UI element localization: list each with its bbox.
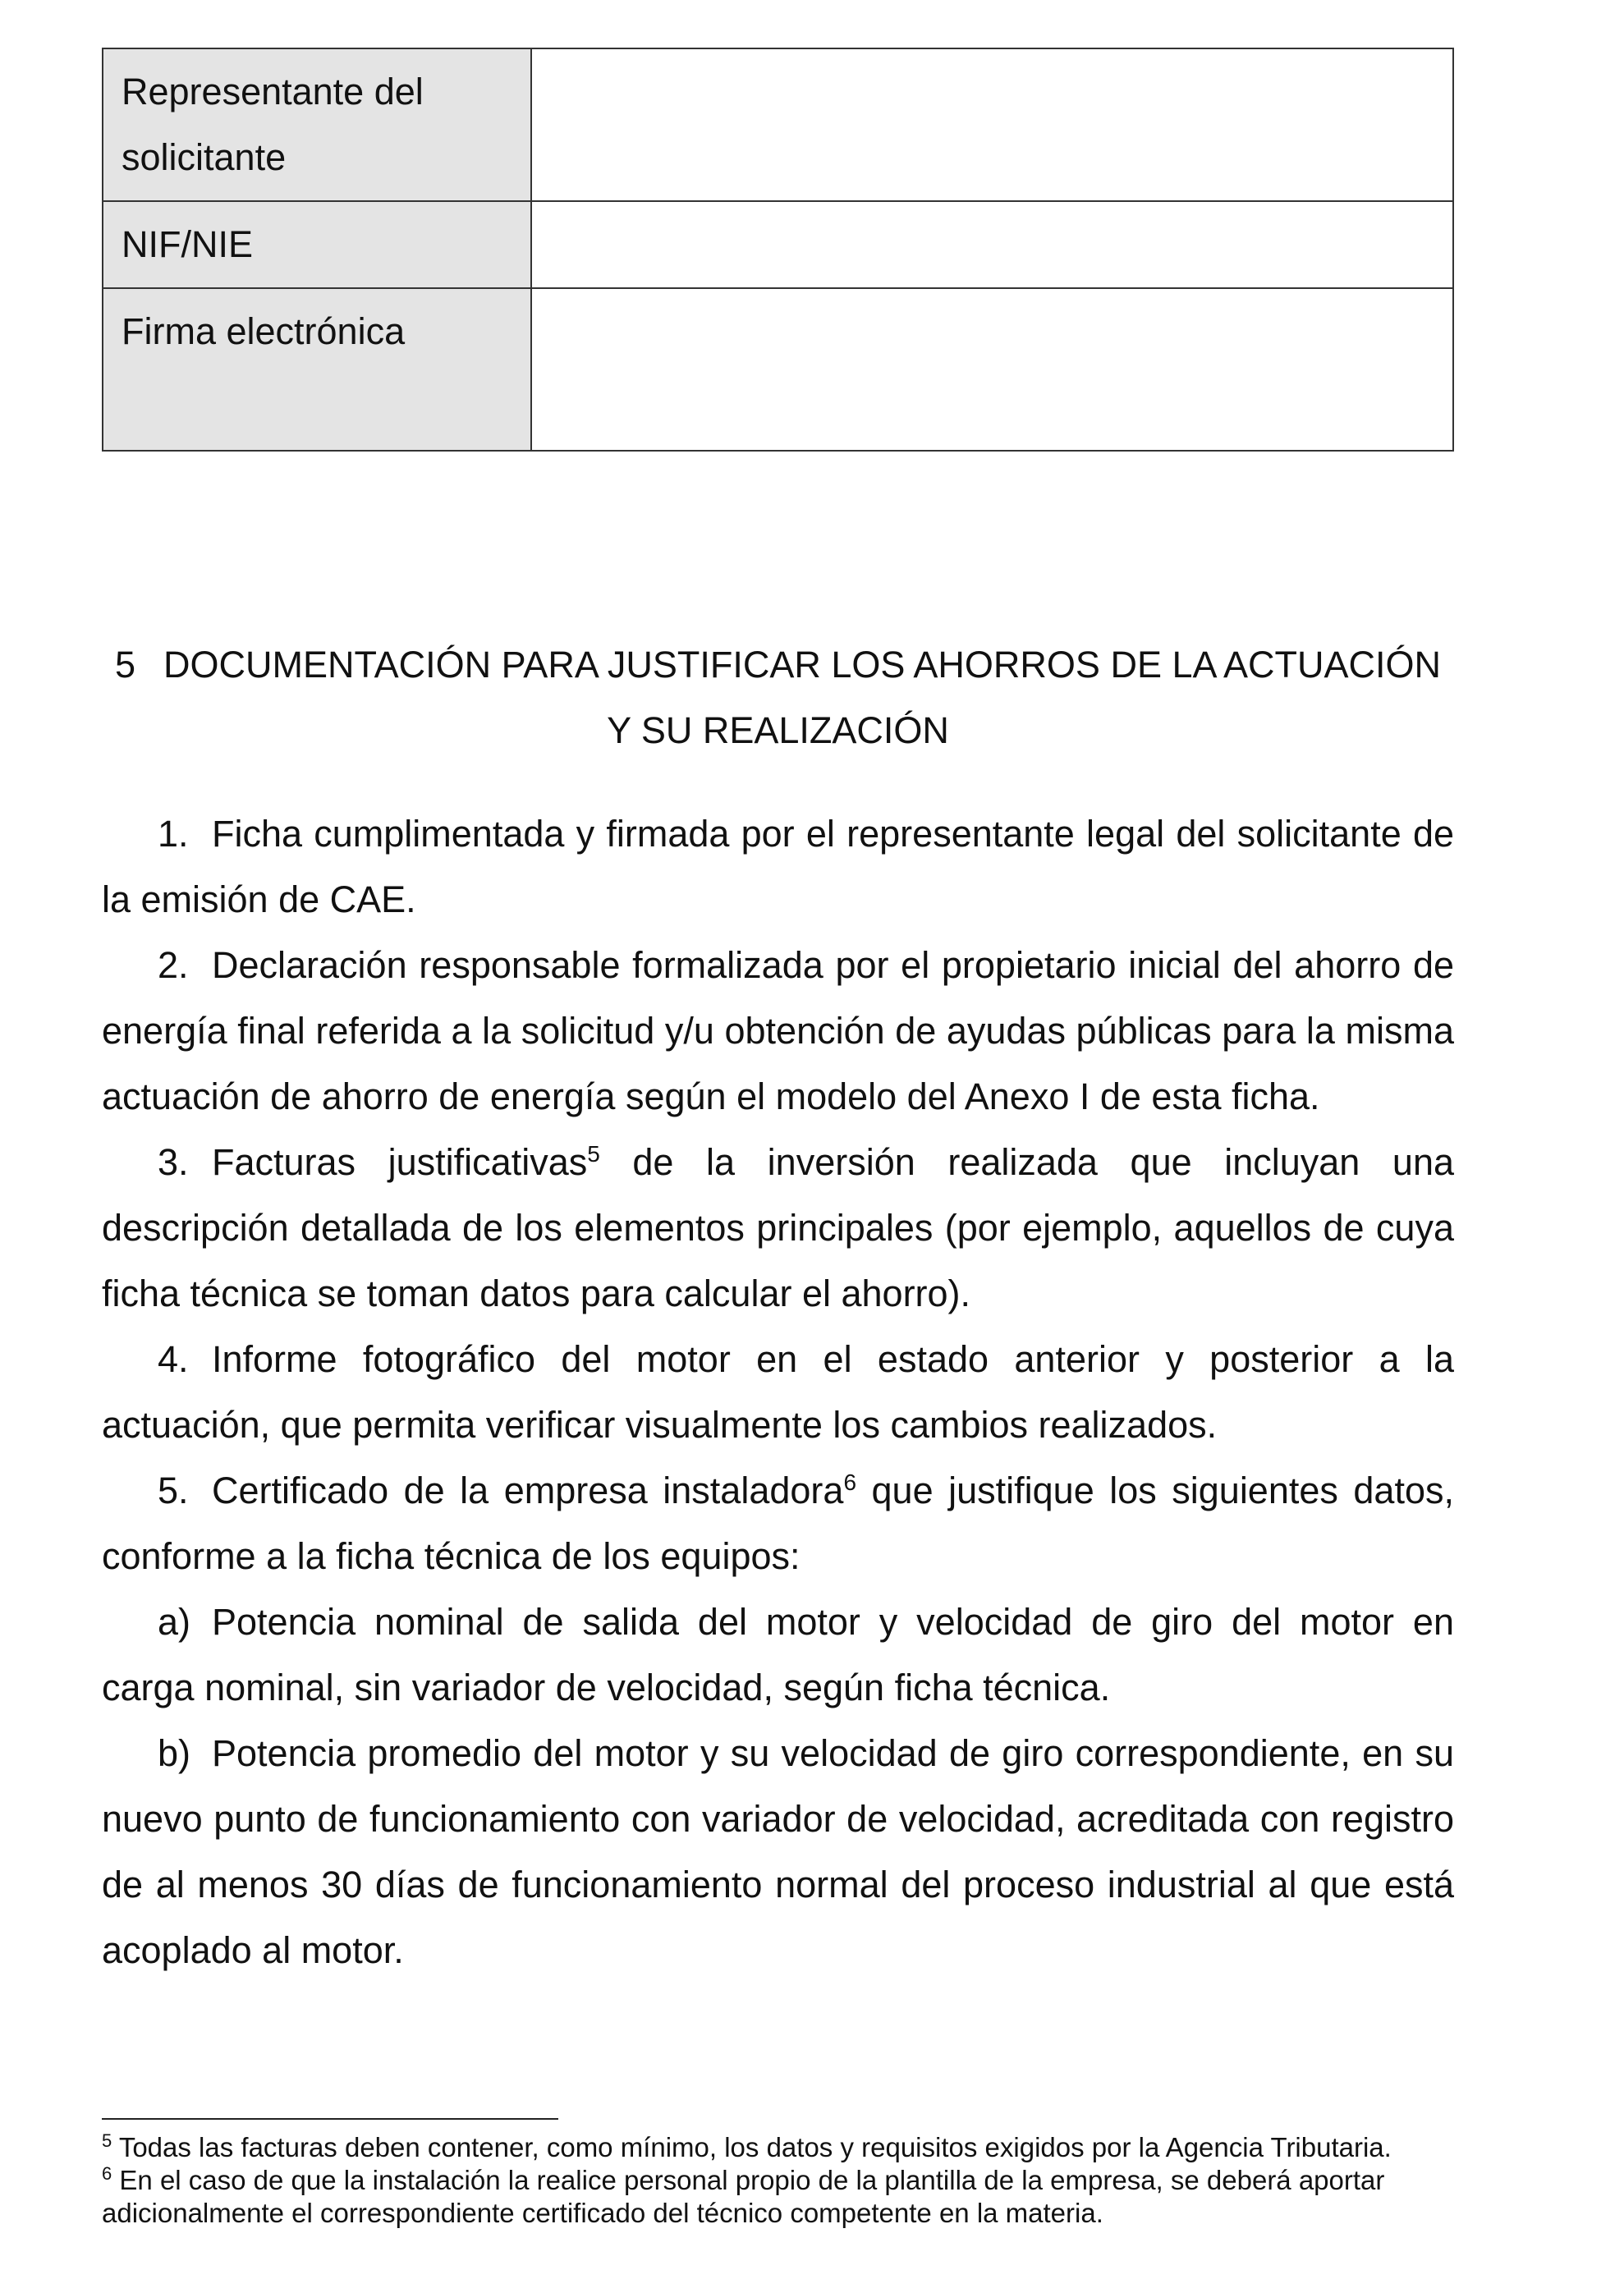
section-title: DOCUMENTACIÓN PARA JUSTIFICAR LOS AHORROS DE LA ACTUACIÓN Y SU REALIZACIÓN bbox=[163, 644, 1442, 751]
footnote bbox=[102, 2164, 1454, 2230]
electronic-signature-value-cell bbox=[531, 288, 1453, 451]
list-item-marker: 4. bbox=[158, 1338, 189, 1380]
footnote-ref: 6 bbox=[843, 1470, 857, 1495]
list-item bbox=[102, 1130, 1454, 1327]
list-item-marker: 3. bbox=[158, 1141, 189, 1183]
list-item-marker: a) bbox=[158, 1601, 191, 1643]
table-row bbox=[103, 201, 1453, 288]
footnote-text: Todas las facturas deben contener, como mínimo, los datos y requisitos exigidos por la Agencia Tributaria. bbox=[118, 2132, 1392, 2162]
footnotes bbox=[102, 2131, 1454, 2230]
footnote-text: En el caso de que la instalación la realice personal propio de la plantilla de la empresa, se deberá aportar adicionalmente el correspondiente certificado del técnico competente en la materia. bbox=[102, 2165, 1385, 2228]
nif-nie-value-cell bbox=[531, 201, 1453, 288]
requirements-list bbox=[102, 801, 1454, 1983]
list-item-marker: b) bbox=[158, 1732, 191, 1774]
list-item bbox=[102, 1327, 1454, 1458]
list-item-text: Certificado de la empresa instaladora bbox=[212, 1470, 844, 1511]
list-item-marker: 1. bbox=[158, 813, 189, 855]
footnote bbox=[102, 2131, 1454, 2164]
list-item-text: Ficha cumplimentada y firmada por el representante legal del solicitante de la emisión de CAE. bbox=[102, 813, 1454, 920]
footnote-separator bbox=[102, 2118, 558, 2120]
list-item bbox=[102, 1589, 1454, 1721]
list-item-text: Potencia nominal de salida del motor y velocidad de giro del motor en carga nominal, sin variador de velocidad, según ficha técnica. bbox=[102, 1601, 1454, 1708]
list-item-text: Informe fotográfico del motor en el estado anterior y posterior a la actuación, que permita verificar visualmente los cambios realizados. bbox=[102, 1338, 1454, 1446]
list-item bbox=[102, 933, 1454, 1130]
representative-value-cell bbox=[531, 48, 1453, 201]
list-item-text: Potencia promedio del motor y su velocidad de giro correspondiente, en su nuevo punto de funcionamiento con variador de velocidad, acreditada con registro de al menos 30 días de funcionamiento normal del proceso industrial al que está acoplado al motor. bbox=[102, 1732, 1454, 1971]
list-item bbox=[102, 1721, 1454, 1983]
list-item-text: que justifique los siguientes datos, conforme a la ficha técnica de los equipos: bbox=[102, 1470, 1454, 1577]
list-item-text: Declaración responsable formalizada por el propietario inicial del ahorro de energía final referida a la solicitud y/u obtención de ayudas públicas para la misma actuación de ahorro de energía según el modelo del Anexo I de esta ficha. bbox=[102, 944, 1454, 1117]
list-item bbox=[102, 1458, 1454, 1589]
list-item-text: Facturas justificativas bbox=[212, 1141, 588, 1183]
footnote-ref: 5 bbox=[587, 1141, 600, 1167]
table-row bbox=[103, 48, 1453, 201]
electronic-signature-label: Firma electrónica bbox=[103, 288, 531, 451]
section-number: 5 bbox=[114, 644, 135, 686]
list-item-text: de la inversión realizada que incluyan una descripción detallada de los elementos principales (por ejemplo, aquellos de cuya ficha técnica se toman datos para calcular el ahorro). bbox=[102, 1141, 1455, 1314]
section-heading bbox=[102, 632, 1454, 763]
representative-label: Representante del solicitante bbox=[103, 48, 531, 201]
footnote-number: 5 bbox=[102, 2130, 112, 2151]
footnote-number: 6 bbox=[102, 2163, 112, 2184]
nif-nie-label: NIF/NIE bbox=[103, 201, 531, 288]
list-item-marker: 2. bbox=[158, 944, 189, 986]
table-row bbox=[103, 288, 1453, 451]
signature-table bbox=[102, 48, 1454, 452]
list-item-marker: 5. bbox=[158, 1470, 189, 1511]
list-item bbox=[102, 801, 1454, 933]
